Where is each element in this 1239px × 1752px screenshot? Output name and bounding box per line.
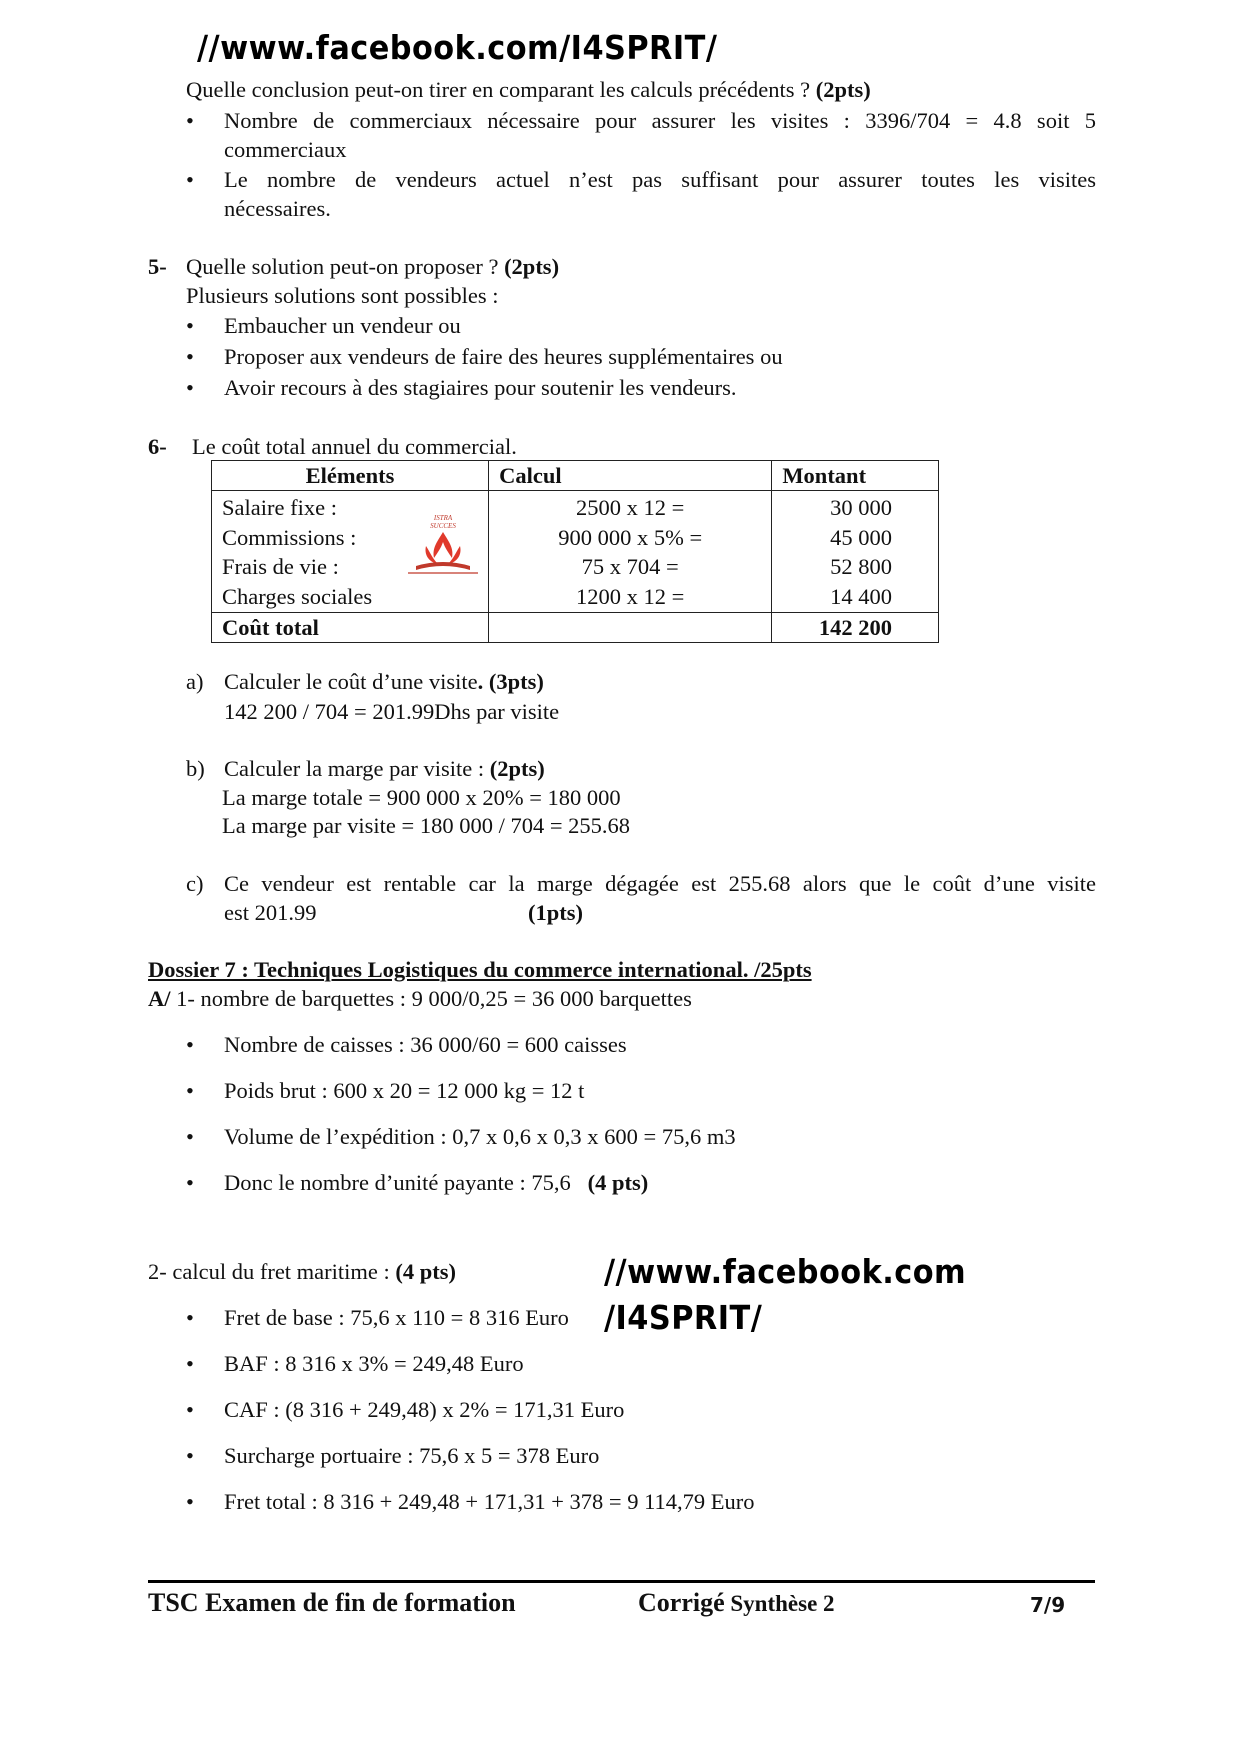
q6a-question-text: Calculer le coût d’une visite (224, 669, 478, 694)
table-row: 1200 x 12 = (576, 583, 685, 609)
q6c-label: c) (186, 871, 204, 896)
q4-bullet-2: • Le nombre de vendeurs actuel n’est pas suffisant pour assurer toutes les visites (224, 167, 1096, 193)
q6-number: 6- (148, 434, 167, 459)
a-bullet-4 (224, 1170, 648, 1196)
q4-question-text: Quelle conclusion peut-on tirer en comparant les calculs précédents ? (186, 77, 811, 102)
watermark-top: //www.facebook.com/I4SPRIT/ (197, 28, 718, 67)
q6c-line2: est 201.99 (224, 900, 317, 925)
table-row: Commissions : (222, 524, 357, 550)
table-row: Frais de vie : (222, 554, 339, 579)
q5-intro: Plusieurs solutions sont possibles : (186, 283, 499, 308)
dossier7-a-line (148, 986, 692, 1012)
q6c-line1: Ce vendeur est rentable car la marge dégagée est 255.68 alors que le coût d’une visite (224, 871, 1096, 896)
a-bullet-4-text: Donc le nombre d’unité payante : 75,6 (224, 1170, 571, 1195)
total-label: Coût total (212, 613, 489, 643)
q6a-points: . (3pts) (477, 669, 544, 694)
q6b-line2: La marge par visite = 180 000 / 704 = 255.68 (222, 813, 631, 838)
table-row: 75 x 704 = (581, 554, 679, 579)
q5-question (186, 254, 559, 280)
q6-title: Le coût total annuel du commercial. (192, 434, 517, 459)
footer-divider (148, 1580, 1095, 1583)
istra-succes-logo (404, 512, 482, 576)
q4-bullet-1: • Nombre de commerciaux nécessaire pour assurer les visites : 3396/704 = 4.8 soit 5 (224, 108, 1096, 134)
footer-center-bold: Corrigé (638, 1588, 725, 1617)
q6a-question (224, 669, 544, 695)
q4-bullet-2-cont: nécessaires. (224, 196, 331, 221)
table-header-row (212, 461, 939, 491)
montant-cell (772, 491, 939, 613)
footer-page-number: 7/9 (1030, 1593, 1066, 1617)
fret-bullet-1: • Fret de base : 75,6 x 110 = 8 316 Euro (224, 1305, 569, 1331)
q4-question (186, 77, 871, 103)
q6b-question (224, 756, 545, 782)
logo-text-line2: SUCCES (430, 522, 456, 530)
q6b-question-text: Calculer la marge par visite : (224, 756, 485, 781)
table-row: 900 000 x 5% = (558, 524, 703, 550)
watermark-mid-line2: /I4SPRIT/ (604, 1298, 763, 1337)
header-elements: Eléments (212, 461, 489, 491)
table-body-row (212, 491, 939, 613)
q6b-line1: La marge totale = 900 000 x 20% = 180 000 (222, 785, 621, 810)
table-row: 14 400 (830, 583, 892, 609)
total-empty (489, 613, 772, 643)
fret-bullet-5: • Fret total : 8 316 + 249,48 + 171,31 + 378 = 9 114,79 Euro (224, 1489, 755, 1515)
q5-question-text: Quelle solution peut-on proposer ? (186, 254, 499, 279)
header-montant: Montant (772, 461, 939, 491)
q4-bullet-1-cont: commerciaux (224, 137, 347, 162)
cost-table (211, 460, 939, 643)
table-row: Salaire fixe : (222, 495, 337, 520)
header-calcul: Calcul (489, 461, 772, 491)
q5-bullet-2: • Proposer aux vendeurs de faire des heures supplémentaires ou (224, 344, 783, 370)
footer-left: TSC Examen de fin de formation (148, 1588, 516, 1617)
calcul-cell (489, 491, 772, 613)
table-row: 2500 x 12 = (576, 495, 685, 520)
fret-bullet-4: • Surcharge portuaire : 75,6 x 5 = 378 Euro (224, 1443, 599, 1469)
dossier7-a-label: A/ (148, 986, 171, 1011)
a-bullet-1: • Nombre de caisses : 36 000/60 = 600 caisses (224, 1032, 627, 1058)
q6c-points: (1pts) (528, 900, 583, 925)
q6b-points: (2pts) (489, 756, 545, 781)
q5-bullet-1: • Embaucher un vendeur ou (224, 313, 461, 339)
table-row: Charges sociales (222, 583, 373, 609)
footer-center-rest: Synthèse 2 (724, 1591, 835, 1616)
q6a-answer: 142 200 / 704 = 201.99Dhs par visite (224, 699, 560, 724)
fret-bullet-2: • BAF : 8 316 x 3% = 249,48 Euro (224, 1351, 524, 1377)
table-row: 52 800 (830, 554, 892, 579)
q6b-label: b) (186, 756, 205, 781)
dossier7-title: Dossier 7 : Techniques Logistiques du commerce international. /25pts (148, 957, 812, 982)
fret-title-text: 2- calcul du fret maritime : (148, 1259, 390, 1284)
q5-number: 5- (148, 254, 167, 279)
q5-bullet-3: • Avoir recours à des stagiaires pour soutenir les vendeurs. (224, 375, 737, 401)
table-total-row (212, 613, 939, 643)
a-bullet-2: • Poids brut : 600 x 20 = 12 000 kg = 12 t (224, 1078, 584, 1104)
fret-title (148, 1259, 456, 1285)
logo-text-line1: ISTRA (433, 514, 453, 522)
table-row: 30 000 (830, 495, 892, 520)
q4-points: (2pts) (815, 77, 871, 102)
q5-points: (2pts) (504, 254, 560, 279)
fret-points: (4 pts) (395, 1259, 457, 1284)
footer-center (638, 1588, 835, 1618)
table-row: 45 000 (830, 524, 892, 550)
total-value: 142 200 (772, 613, 939, 643)
a-bullet-4-points: (4 pts) (587, 1170, 649, 1195)
fret-bullet-3: • CAF : (8 316 + 249,48) x 2% = 171,31 Euro (224, 1397, 624, 1423)
a-bullet-3: • Volume de l’expédition : 0,7 x 0,6 x 0,3 x 600 = 75,6 m3 (224, 1124, 736, 1150)
watermark-mid-line1: //www.facebook.com (604, 1252, 967, 1291)
dossier7-a-text: 1- nombre de barquettes : 9 000/0,25 = 36 000 barquettes (170, 986, 692, 1011)
q6a-label: a) (186, 669, 204, 694)
